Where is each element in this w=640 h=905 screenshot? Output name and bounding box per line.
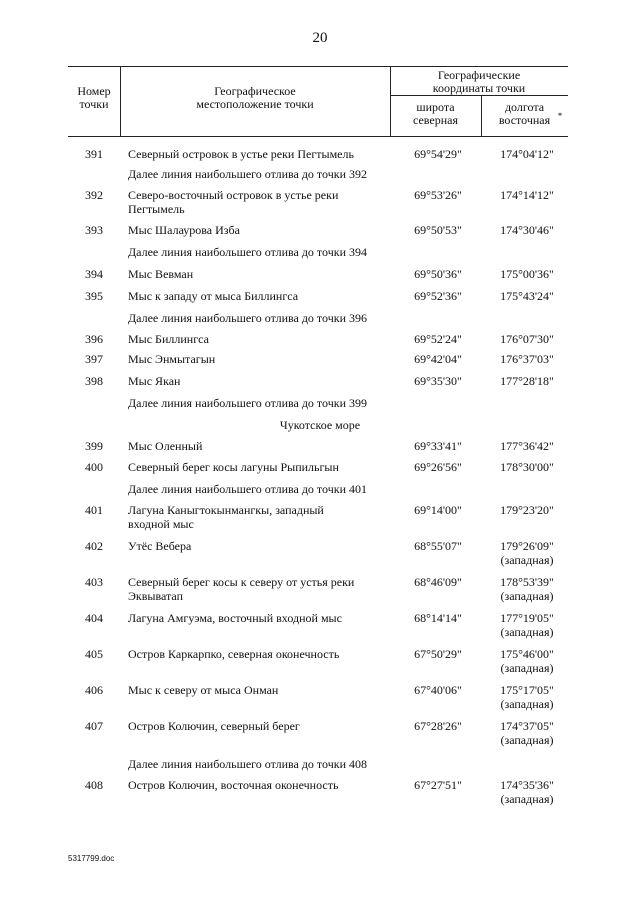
footer-filename: 5317799.doc xyxy=(68,854,115,863)
latitude: 69°54'29" xyxy=(414,147,462,161)
point-number: 404 xyxy=(85,611,103,625)
point-location xyxy=(128,332,390,346)
latitude: 69°35'30" xyxy=(414,374,462,388)
header-latitude: широта северная xyxy=(413,100,458,127)
location-line: Лагуна Каныгтокынмангкы, западный xyxy=(128,503,324,517)
latitude: 69°14'00" xyxy=(414,503,462,517)
note-text xyxy=(128,757,428,771)
latitude: 67°28'26" xyxy=(414,719,462,733)
point-number: 400 xyxy=(85,460,103,474)
location-line: Остров Колючин, северный берег xyxy=(128,719,300,733)
point-number: 391 xyxy=(85,147,103,161)
point-location xyxy=(128,289,390,303)
longitude xyxy=(486,374,568,388)
location-line: Далее линия наибольшего отлива до точки 394 xyxy=(128,245,367,259)
longitude xyxy=(486,683,568,711)
longitude-line: 174°14'12" xyxy=(500,188,554,202)
longitude xyxy=(486,147,568,161)
longitude-line: 177°19'05" xyxy=(500,611,554,625)
longitude-line: 175°43'24" xyxy=(500,289,554,303)
longitude xyxy=(486,611,568,639)
latitude: 67°50'29" xyxy=(414,647,462,661)
note-text xyxy=(128,311,428,325)
point-location xyxy=(128,539,390,553)
longitude-line: 175°17'05" xyxy=(500,683,554,697)
latitude: 69°52'24" xyxy=(414,332,462,346)
longitude-line: 174°30'46" xyxy=(500,223,554,237)
longitude xyxy=(486,503,568,517)
point-location xyxy=(128,647,390,661)
point-number: 407 xyxy=(85,719,103,733)
location-line: Северный островок в устье реки Пегтымель xyxy=(128,147,354,161)
sea-name xyxy=(0,418,640,432)
header-coordinates: Географические координаты точки xyxy=(432,68,526,95)
point-location xyxy=(128,352,390,366)
longitude-line: (западная) xyxy=(500,661,554,675)
point-number: 398 xyxy=(85,374,103,388)
location-line: Мыс Оленный xyxy=(128,439,203,453)
note-text xyxy=(128,396,428,410)
note-text xyxy=(128,167,428,181)
latitude: 69°50'36" xyxy=(414,267,462,281)
longitude-line: 175°00'36" xyxy=(500,267,554,281)
longitude xyxy=(486,332,568,346)
location-line: Далее линия наибольшего отлива до точки 399 xyxy=(128,396,367,410)
location-line: Мыс Вевман xyxy=(128,267,194,281)
location-line: входной мыс xyxy=(128,517,194,531)
longitude-line: 179°26'09" xyxy=(500,539,554,553)
location-line: Мыс Якан xyxy=(128,374,181,388)
longitude-line: (западная) xyxy=(500,589,554,603)
longitude xyxy=(486,719,568,747)
longitude-line: 174°35'36" xyxy=(500,778,554,792)
longitude xyxy=(486,778,568,806)
point-location xyxy=(128,575,390,603)
latitude: 69°42'04" xyxy=(414,352,462,366)
longitude-line: (западная) xyxy=(500,625,554,639)
location-line: Утёс Вебера xyxy=(128,539,192,553)
point-location xyxy=(128,374,390,388)
header-top-rule xyxy=(68,66,568,67)
point-number: 401 xyxy=(85,503,103,517)
location-line: Мыс Шалаурова Изба xyxy=(128,223,240,237)
location-line: Северо-восточный островок в устье реки xyxy=(128,188,339,202)
longitude-line: 176°37'03" xyxy=(500,352,554,366)
longitude xyxy=(486,539,568,567)
point-number: 405 xyxy=(85,647,103,661)
latitude: 69°52'36" xyxy=(414,289,462,303)
point-number: 396 xyxy=(85,332,103,346)
location-line: Мыс к северу от мыса Онман xyxy=(128,683,279,697)
point-location xyxy=(128,439,390,453)
point-location xyxy=(128,611,390,625)
point-location xyxy=(128,719,390,733)
point-location xyxy=(128,503,390,531)
location-line: Далее линия наибольшего отлива до точки 392 xyxy=(128,167,367,181)
longitude xyxy=(486,460,568,474)
point-number: 392 xyxy=(85,188,103,202)
latitude: 69°50'53" xyxy=(414,223,462,237)
point-number: 393 xyxy=(85,223,103,237)
page-number: 20 xyxy=(312,30,328,46)
header-number: Номер точки xyxy=(77,84,111,111)
longitude-line: (западная) xyxy=(500,553,554,567)
longitude xyxy=(486,647,568,675)
longitude-line: 177°28'18" xyxy=(500,374,554,388)
latitude: 69°33'41" xyxy=(414,439,462,453)
location-line: Мыс к западу от мыса Биллингса xyxy=(128,289,299,303)
longitude-line: (западная) xyxy=(500,733,554,747)
location-line: Мыс Энмытагын xyxy=(128,352,216,366)
location-line: Пегтымель xyxy=(128,202,185,216)
location-line: Остров Каркарпко, северная оконечность xyxy=(128,647,340,661)
longitude-line: (западная) xyxy=(500,697,554,711)
latitude: 67°27'51" xyxy=(414,778,462,792)
latitude: 68°55'07" xyxy=(414,539,462,553)
point-location xyxy=(128,778,390,792)
point-location xyxy=(128,683,390,697)
point-location xyxy=(128,147,390,161)
header-longitude: долгота восточная xyxy=(498,100,551,127)
point-location xyxy=(128,267,390,281)
latitude: 68°14'14" xyxy=(414,611,462,625)
location-line: Эквыватап xyxy=(128,589,183,603)
longitude-line: (западная) xyxy=(500,792,554,806)
location-line: Северный берег косы лагуны Рыпильгын xyxy=(128,460,339,474)
longitude-line: 179°23'20" xyxy=(500,503,554,517)
location-line: Северный берег косы к северу от устья реки xyxy=(128,575,355,589)
latitude: 69°53'26" xyxy=(414,188,462,202)
longitude-line: 177°36'42" xyxy=(500,439,554,453)
longitude xyxy=(486,223,568,237)
header-sub-rule xyxy=(390,95,568,96)
longitude-line: 178°30'00" xyxy=(500,460,554,474)
latitude: 69°26'56" xyxy=(414,460,462,474)
longitude-line: 175°46'00" xyxy=(500,647,554,661)
point-location xyxy=(128,460,390,474)
location-line: Далее линия наибольшего отлива до точки 408 xyxy=(128,757,367,771)
note-text xyxy=(128,482,428,496)
header-bottom-rule xyxy=(68,136,568,137)
note-text xyxy=(128,245,428,259)
point-number: 406 xyxy=(85,683,103,697)
point-number: 394 xyxy=(85,267,103,281)
location-line: Далее линия наибольшего отлива до точки 396 xyxy=(128,311,367,325)
point-location xyxy=(128,188,390,216)
location-line: Лагуна Амгуэма, восточный входной мыс xyxy=(128,611,342,625)
point-number: 397 xyxy=(85,352,103,366)
longitude-line: 174°04'12" xyxy=(500,147,554,161)
longitude xyxy=(486,352,568,366)
longitude-line: 174°37'05" xyxy=(500,719,554,733)
longitude xyxy=(486,575,568,603)
point-number: 399 xyxy=(85,439,103,453)
longitude-line: 176°07'30" xyxy=(500,332,554,346)
point-number: 402 xyxy=(85,539,103,553)
point-number: 403 xyxy=(85,575,103,589)
latitude: 68°46'09" xyxy=(414,575,462,589)
header-location: Географическое местоположение точки xyxy=(196,84,314,111)
location-line: Чукотское море xyxy=(279,418,361,432)
longitude xyxy=(486,289,568,303)
longitude xyxy=(486,439,568,453)
location-line: Остров Колючин, восточная оконечность xyxy=(128,778,339,792)
footnote-mark: * xyxy=(557,111,563,121)
longitude xyxy=(486,267,568,281)
longitude-line: 178°53'39" xyxy=(500,575,554,589)
point-number: 395 xyxy=(85,289,103,303)
point-location xyxy=(128,223,390,237)
location-line: Далее линия наибольшего отлива до точки 401 xyxy=(128,482,367,496)
latitude: 67°40'06" xyxy=(414,683,462,697)
location-line: Мыс Биллингса xyxy=(128,332,209,346)
point-number: 408 xyxy=(85,778,103,792)
longitude xyxy=(486,188,568,202)
